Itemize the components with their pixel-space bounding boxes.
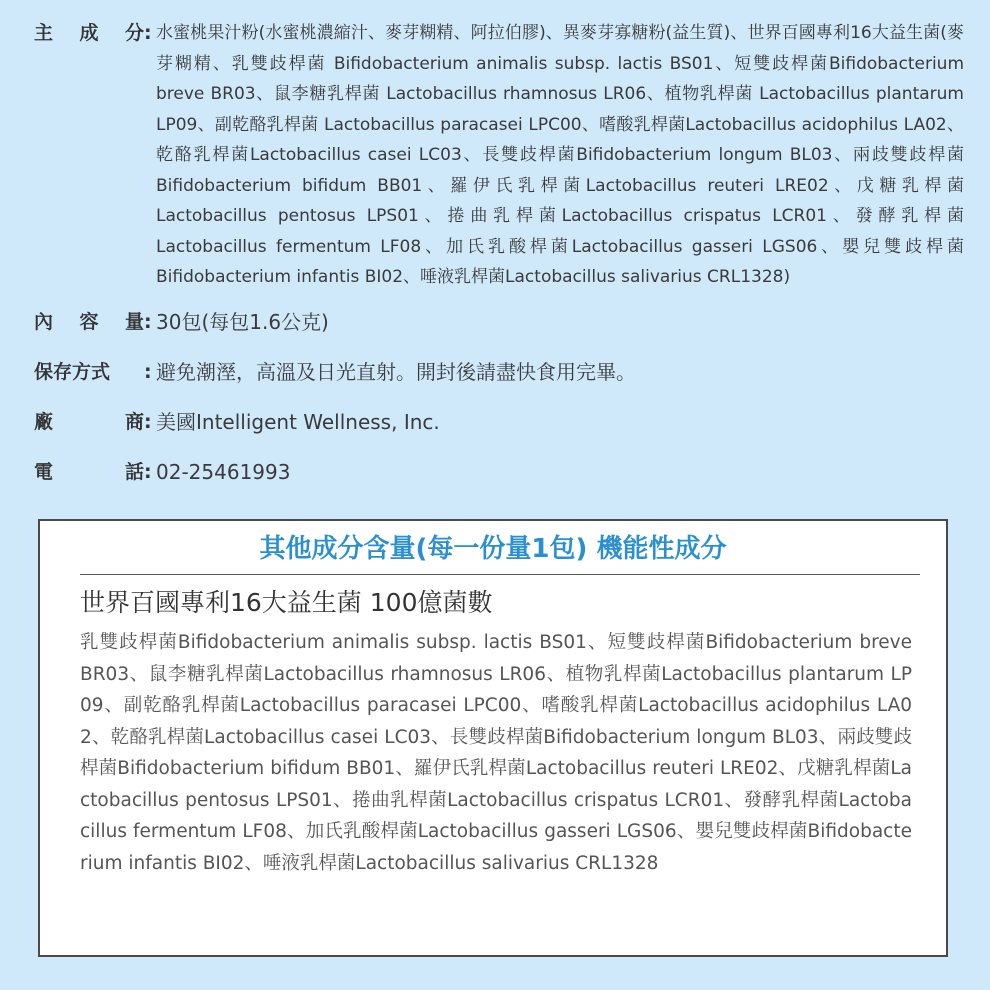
functional-ingredients-box: [38, 519, 948, 957]
label-char: 內: [34, 310, 54, 333]
content-value: 30包(每包1.6公克): [156, 309, 329, 334]
box-subtitle: 世界百國專利16大益生菌 100億菌數: [80, 588, 493, 617]
label-char: 電: [34, 460, 54, 483]
product-spec-list: [34, 18, 964, 501]
label-colon: :: [144, 360, 152, 383]
manufacturer-label: [34, 401, 144, 443]
label-colon: :: [144, 410, 152, 433]
label-char: 容: [79, 310, 99, 333]
content-label: [34, 301, 144, 343]
label-char: 話: [124, 460, 144, 483]
label-colon: :: [144, 310, 152, 333]
spec-row-ingredients: [34, 18, 964, 293]
label-char: 保存方式: [34, 360, 111, 383]
box-title: 其他成分含量(每一份量1包) 機能性成分: [259, 534, 727, 564]
storage-label: [34, 351, 144, 393]
label-char: 量: [124, 310, 144, 333]
spec-row-manufacturer: [34, 401, 964, 443]
ingredients-value: 水蜜桃果汁粉(水蜜桃濃縮汁、麥芽糊精、阿拉伯膠)、異麥芽寡糖粉(益生質)、世界百國專利16大益生菌(麥芽糊精、乳雙歧桿菌 Bifidobacterium animalis subsp. lactis BS01、短雙歧桿菌Bifidobacterium breve BR03、鼠李糖乳桿菌 Lactobacillus rhamnosus LR06、植物乳桿菌 Lactobacillus plantarum LP09、副乾酪乳桿菌 Lactobacillus paracasei LPC00、嗜酸乳桿菌Lactobacillus acidophilus LA02、乾酪乳桿菌Lactobacillus casei LC03、長雙歧桿菌Bifidobacterium longum BL03、兩歧雙歧桿菌 Bifidobacterium bifidum BB01、羅伊氏乳桿菌Lactobacillus reuteri LRE02、戊糖乳桿菌 Lactobacillus pentosus LPS01、捲曲乳桿菌Lactobacillus crispatus LCR01、發酵乳桿菌 Lactobacillus fermentum LF08、加氏乳酸桿菌Lactobacillus gasseri LGS06、嬰兒雙歧桿菌 Bifidobacterium infantis BI02、唾液乳桿菌Lactobacillus salivarius CRL1328): [156, 23, 964, 287]
storage-value: 避免潮溼，高溫及日光直射。開封後請盡快食用完畢。: [156, 359, 636, 384]
manufacturer-value: 美國Intelligent Wellness, Inc.: [156, 409, 440, 434]
spec-row-phone: [34, 451, 964, 493]
label-char: 廠: [34, 410, 54, 433]
label-char: 商: [124, 410, 144, 433]
phone-value: 02-25461993: [156, 459, 291, 484]
label-char: 成: [79, 22, 99, 44]
ingredients-label: [34, 18, 144, 49]
spec-row-storage: [34, 351, 964, 393]
label-colon: :: [144, 460, 152, 483]
label-char: 分: [124, 22, 144, 44]
label-char: 主: [34, 22, 54, 44]
label-colon: :: [144, 22, 152, 44]
spec-row-content: [34, 301, 964, 343]
box-body-text: 乳雙歧桿菌Bifidobacterium animalis subsp. lactis BS01、短雙歧桿菌Bifidobacterium breve BR03、鼠李糖乳桿菌Lactobacillus rhamnosus LR06、植物乳桿菌Lactobacillus plantarum LP09、副乾酪乳桿菌Lactobacillus paracasei LPC00、嗜酸乳桿菌Lactobacillus acidophilus LA02、乾酪乳桿菌Lactobacillus casei LC03、長雙歧桿菌Bifidobacterium longum BL03、兩歧雙歧桿菌Bifidobacterium bifidum BB01、羅伊氏乳桿菌Lactobacillus reuteri LRE02、戊糖乳桿菌Lactobacillus pentosus LPS01、捲曲乳桿菌Lactobacillus crispatus LCR01、發酵乳桿菌Lactobacillus fermentum LF08、加氏乳酸桿菌Lactobacillus gasseri LGS06、嬰兒雙歧桿菌Bifidobacterium infantis BI02、唾液乳桿菌Lactobacillus salivarius CRL1328: [80, 632, 912, 874]
phone-label: [34, 451, 144, 493]
box-divider: [80, 574, 920, 575]
